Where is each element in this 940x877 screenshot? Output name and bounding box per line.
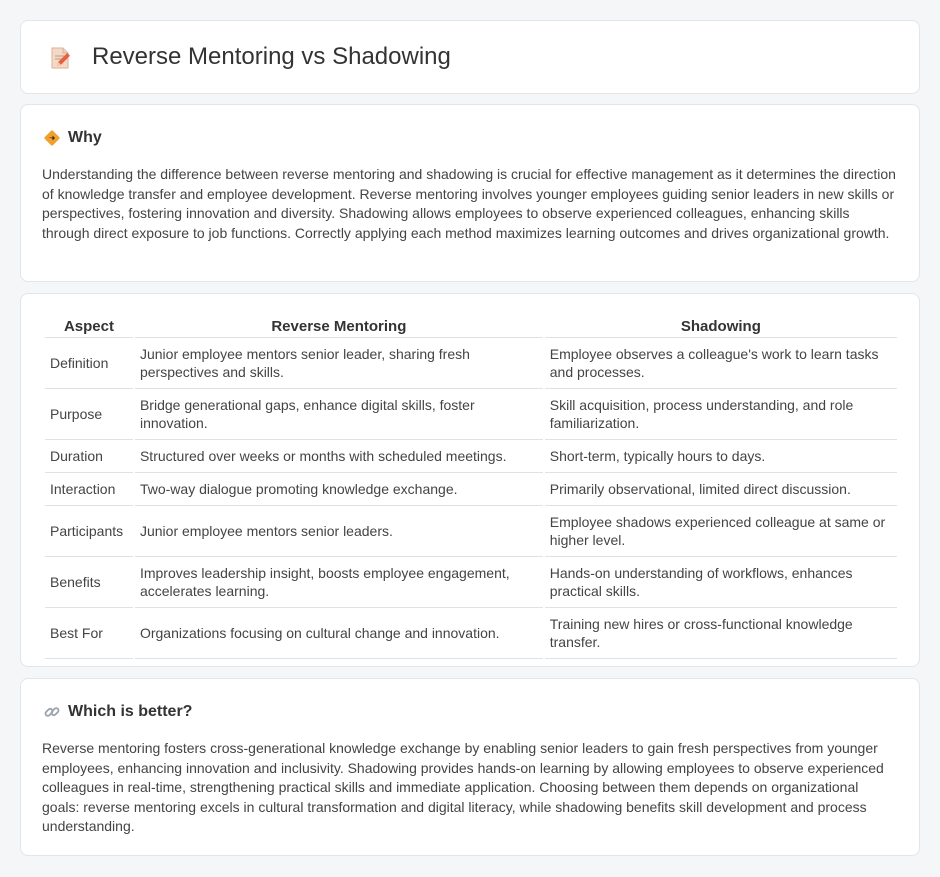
row-reverse-mentoring: Organizations focusing on cultural change and innovation. xyxy=(135,608,543,659)
row-reverse-mentoring: Two-way dialogue promoting knowledge exchange. xyxy=(135,473,543,506)
table-header-row xyxy=(45,314,897,338)
better-heading-row xyxy=(43,703,192,721)
better-heading: Which is better? xyxy=(68,703,193,720)
title-card xyxy=(20,20,920,94)
table-row xyxy=(45,506,897,557)
row-shadowing: Short-term, typically hours to days. xyxy=(545,440,897,473)
document-pencil-icon xyxy=(47,45,73,71)
why-body: Understanding the difference between reverse mentoring and shadowing is crucial for effective management as it determines the direction of knowledge transfer and employee development. Reverse mentoring involves younger employees guiding senior leaders in new skills or perspectives, fostering innovation and diversity. Shadowing allows employees to observe experienced colleagues, enhancing skills through direct exposure to job functions. Correctly applying each method maximizes learning outcomes and drives organizational growth. xyxy=(42,166,896,241)
row-shadowing: Primarily observational, limited direct discussion. xyxy=(545,473,897,506)
row-aspect: Interaction xyxy=(45,473,133,506)
column-header-shadowing: Shadowing xyxy=(545,314,897,338)
row-aspect: Duration xyxy=(45,440,133,473)
row-aspect: Participants xyxy=(45,506,133,557)
page-title: Reverse Mentoring vs Shadowing xyxy=(92,43,451,70)
better-body: Reverse mentoring fosters cross-generational knowledge exchange by enabling senior leaders to gain fresh perspectives from younger employees, enhancing innovation and inclusivity. Shadowing provides hands-on learning by allowing employees to observe experienced colleagues in real-time, strengthening practical skills and immediate application. Choosing between them depends on organizational goals: reverse mentoring excels in cultural transformation and digital literacy, while shadowing benefits skill development and process understanding. xyxy=(42,740,884,835)
table-row xyxy=(45,608,897,659)
row-reverse-mentoring: Improves leadership insight, boosts employee engagement, accelerates learning. xyxy=(135,557,543,608)
link-icon xyxy=(43,703,61,721)
table-row xyxy=(45,338,897,389)
row-reverse-mentoring: Junior employee mentors senior leaders. xyxy=(135,506,543,557)
row-aspect: Best For xyxy=(45,608,133,659)
table-row xyxy=(45,440,897,473)
row-aspect: Purpose xyxy=(45,389,133,440)
row-shadowing: Employee shadows experienced colleague at same or higher level. xyxy=(545,506,897,557)
why-heading: Why xyxy=(68,129,102,146)
row-reverse-mentoring: Junior employee mentors senior leader, sharing fresh perspectives and skills. xyxy=(135,338,543,389)
row-reverse-mentoring: Structured over weeks or months with scheduled meetings. xyxy=(135,440,543,473)
row-shadowing: Skill acquisition, process understanding, and role familiarization. xyxy=(545,389,897,440)
row-shadowing: Hands-on understanding of workflows, enhances practical skills. xyxy=(545,557,897,608)
row-aspect: Benefits xyxy=(45,557,133,608)
table-row xyxy=(45,389,897,440)
row-shadowing: Training new hires or cross-functional knowledge transfer. xyxy=(545,608,897,659)
row-shadowing: Employee observes a colleague's work to learn tasks and processes. xyxy=(545,338,897,389)
which-is-better-section xyxy=(20,678,920,856)
why-section xyxy=(20,104,920,282)
column-header-reverse-mentoring: Reverse Mentoring xyxy=(135,314,543,338)
why-heading-row xyxy=(43,129,102,147)
comparison-table xyxy=(43,314,899,659)
diamond-sign-icon xyxy=(43,129,61,147)
column-header-aspect: Aspect xyxy=(45,314,133,338)
table-row xyxy=(45,557,897,608)
comparison-card xyxy=(20,293,920,667)
row-aspect: Definition xyxy=(45,338,133,389)
table-row xyxy=(45,473,897,506)
row-reverse-mentoring: Bridge generational gaps, enhance digital skills, foster innovation. xyxy=(135,389,543,440)
